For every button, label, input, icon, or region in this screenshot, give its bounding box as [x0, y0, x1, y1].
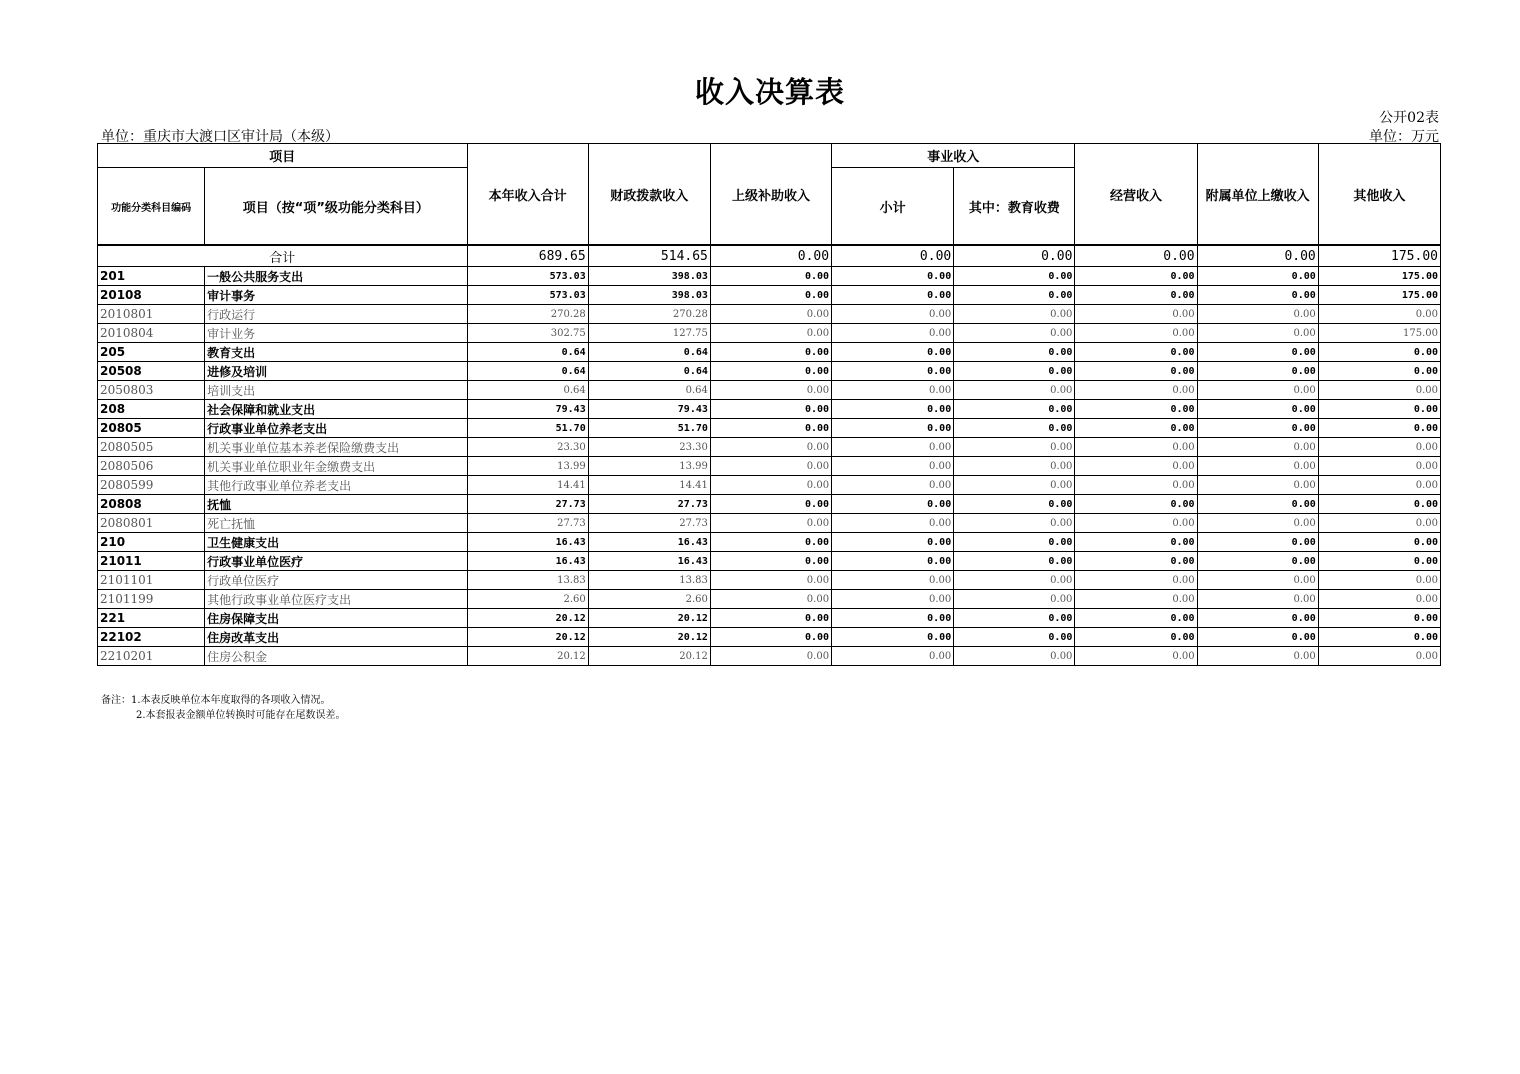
row-value: 175.00	[1318, 324, 1440, 343]
row-value: 0.00	[1318, 495, 1440, 514]
note-1: 备注：1.本表反映单位本年度取得的各项收入情况。	[101, 695, 331, 706]
row-name: 机关事业单位职业年金缴费支出	[205, 457, 467, 476]
row-value: 0.00	[1318, 647, 1440, 666]
row-value: 0.00	[1197, 476, 1318, 495]
row-value: 0.00	[1197, 514, 1318, 533]
row-value: 0.00	[832, 476, 954, 495]
row-code: 210	[98, 533, 205, 552]
row-value: 0.00	[832, 324, 954, 343]
row-code: 2080505	[98, 438, 205, 457]
row-value: 0.00	[954, 438, 1075, 457]
row-value: 0.00	[954, 647, 1075, 666]
header-item: 项目	[98, 144, 468, 168]
row-value: 14.41	[588, 476, 710, 495]
row-value: 0.00	[954, 495, 1075, 514]
row-value: 0.00	[832, 362, 954, 381]
row-value: 0.00	[710, 457, 831, 476]
row-code: 2010804	[98, 324, 205, 343]
row-value: 398.03	[588, 286, 710, 305]
row-value: 0.00	[954, 609, 1075, 628]
row-value: 0.00	[832, 495, 954, 514]
row-value: 0.00	[832, 381, 954, 400]
row-value: 0.00	[954, 552, 1075, 571]
table-row	[98, 305, 1441, 324]
header-other: 其他收入	[1318, 144, 1440, 246]
row-name: 教育支出	[205, 343, 467, 362]
row-name: 其他行政事业单位医疗支出	[205, 590, 467, 609]
table-row	[98, 571, 1441, 590]
row-name: 卫生健康支出	[205, 533, 467, 552]
row-value: 0.00	[710, 362, 831, 381]
row-value: 0.64	[588, 381, 710, 400]
row-value: 302.75	[467, 324, 588, 343]
row-value: 0.00	[954, 533, 1075, 552]
row-value: 127.75	[588, 324, 710, 343]
row-value: 20.12	[467, 609, 588, 628]
row-value: 27.73	[588, 495, 710, 514]
row-value: 0.00	[954, 628, 1075, 647]
row-code: 20108	[98, 286, 205, 305]
row-value: 0.00	[1075, 286, 1197, 305]
row-value: 0.00	[710, 286, 831, 305]
row-code: 2101199	[98, 590, 205, 609]
row-value: 0.64	[467, 343, 588, 362]
row-value: 13.99	[588, 457, 710, 476]
row-value: 0.00	[954, 571, 1075, 590]
row-value: 0.00	[832, 571, 954, 590]
row-value: 0.00	[1075, 305, 1197, 324]
row-value: 0.00	[1075, 381, 1197, 400]
row-value: 0.00	[710, 476, 831, 495]
row-code: 2050803	[98, 381, 205, 400]
row-name: 一般公共服务支出	[205, 267, 467, 286]
row-value: 0.00	[710, 343, 831, 362]
row-code: 2080506	[98, 457, 205, 476]
row-value: 175.00	[1318, 267, 1440, 286]
row-value: 27.73	[467, 514, 588, 533]
row-value: 0.00	[954, 590, 1075, 609]
row-value: 0.00	[710, 495, 831, 514]
row-value: 0.00	[954, 381, 1075, 400]
row-value: 27.73	[588, 514, 710, 533]
unit-money: 单位：万元	[1369, 129, 1439, 145]
header-business: 经营收入	[1075, 144, 1197, 246]
row-value: 0.00	[1197, 419, 1318, 438]
row-value: 0.00	[1197, 305, 1318, 324]
row-value: 0.00	[1075, 571, 1197, 590]
row-value: 0.00	[710, 609, 831, 628]
row-value: 0.00	[1197, 286, 1318, 305]
row-value: 0.00	[1197, 495, 1318, 514]
table-row	[98, 476, 1441, 495]
row-name: 进修及培训	[205, 362, 467, 381]
total-value: 689.65	[467, 245, 588, 267]
row-value: 0.00	[1197, 457, 1318, 476]
row-code: 2010801	[98, 305, 205, 324]
row-value: 0.00	[1197, 571, 1318, 590]
row-value: 2.60	[588, 590, 710, 609]
row-value: 175.00	[1318, 286, 1440, 305]
row-value: 0.00	[1318, 514, 1440, 533]
row-code: 2210201	[98, 647, 205, 666]
row-value: 0.00	[1318, 628, 1440, 647]
row-value: 0.00	[1197, 400, 1318, 419]
row-value: 0.00	[710, 267, 831, 286]
row-value: 16.43	[588, 533, 710, 552]
row-value: 13.83	[467, 571, 588, 590]
row-value: 0.00	[832, 286, 954, 305]
page-title: 收入决算表	[694, 75, 845, 109]
row-value: 0.00	[832, 267, 954, 286]
row-value: 0.00	[954, 362, 1075, 381]
header-total: 本年收入合计	[467, 144, 588, 246]
row-value: 0.00	[832, 609, 954, 628]
table-row	[98, 647, 1441, 666]
table-row	[98, 552, 1441, 571]
row-name: 住房保障支出	[205, 609, 467, 628]
row-value: 13.83	[588, 571, 710, 590]
row-value: 0.00	[1318, 590, 1440, 609]
row-value: 0.00	[1318, 305, 1440, 324]
row-value: 0.00	[1075, 324, 1197, 343]
row-value: 0.00	[954, 343, 1075, 362]
row-value: 0.00	[1197, 647, 1318, 666]
row-code: 221	[98, 609, 205, 628]
row-code: 2080599	[98, 476, 205, 495]
total-value: 175.00	[1318, 245, 1440, 267]
row-value: 0.00	[1197, 533, 1318, 552]
row-value: 0.00	[1318, 457, 1440, 476]
table-row	[98, 514, 1441, 533]
table-row	[98, 438, 1441, 457]
row-name: 培训支出	[205, 381, 467, 400]
row-value: 14.41	[467, 476, 588, 495]
row-value: 0.00	[1197, 362, 1318, 381]
row-value: 0.00	[1197, 324, 1318, 343]
header-fiscal: 财政拨款收入	[588, 144, 710, 246]
row-value: 0.00	[954, 419, 1075, 438]
row-value: 0.00	[832, 628, 954, 647]
total-value: 0.00	[1075, 245, 1197, 267]
row-value: 20.12	[467, 647, 588, 666]
row-value: 20.12	[588, 628, 710, 647]
row-code: 21011	[98, 552, 205, 571]
row-value: 16.43	[467, 533, 588, 552]
row-value: 573.03	[467, 286, 588, 305]
row-value: 0.00	[832, 305, 954, 324]
row-value: 0.00	[1075, 628, 1197, 647]
total-value: 0.00	[1197, 245, 1318, 267]
row-value: 0.00	[1318, 476, 1440, 495]
row-value: 23.30	[588, 438, 710, 457]
row-value: 0.00	[832, 514, 954, 533]
row-value: 0.00	[710, 647, 831, 666]
row-value: 0.00	[1197, 343, 1318, 362]
row-name: 行政单位医疗	[205, 571, 467, 590]
row-value: 0.00	[832, 419, 954, 438]
row-value: 0.00	[954, 457, 1075, 476]
row-value: 0.00	[1318, 343, 1440, 362]
row-value: 0.00	[1197, 552, 1318, 571]
total-row	[98, 245, 1441, 267]
row-value: 0.00	[1318, 438, 1440, 457]
row-value: 0.00	[954, 324, 1075, 343]
row-value: 0.00	[832, 647, 954, 666]
row-value: 0.00	[832, 438, 954, 457]
row-value: 0.00	[954, 400, 1075, 419]
row-name: 社会保障和就业支出	[205, 400, 467, 419]
income-table	[97, 143, 1441, 666]
row-value: 0.64	[588, 343, 710, 362]
row-value: 0.00	[1075, 343, 1197, 362]
header-code: 功能分类科目编码	[98, 168, 205, 246]
row-code: 205	[98, 343, 205, 362]
row-value: 0.00	[1318, 419, 1440, 438]
row-value: 270.28	[588, 305, 710, 324]
row-value: 0.00	[832, 457, 954, 476]
row-value: 0.00	[1075, 647, 1197, 666]
row-value: 0.00	[954, 305, 1075, 324]
row-value: 0.64	[467, 362, 588, 381]
row-value: 0.00	[1075, 495, 1197, 514]
row-value: 0.00	[710, 305, 831, 324]
row-value: 0.00	[710, 533, 831, 552]
table-row	[98, 286, 1441, 305]
form-code: 公开02表	[1379, 110, 1439, 126]
row-code: 22102	[98, 628, 205, 647]
header-undertaking: 事业收入	[832, 144, 1075, 168]
header-edu-fee: 其中：教育收费	[954, 168, 1075, 246]
row-value: 0.00	[710, 552, 831, 571]
row-value: 23.30	[467, 438, 588, 457]
row-value: 0.00	[1197, 609, 1318, 628]
row-value: 0.00	[1075, 419, 1197, 438]
total-value: 0.00	[832, 245, 954, 267]
table-row	[98, 419, 1441, 438]
row-value: 0.00	[710, 381, 831, 400]
total-value: 0.00	[710, 245, 831, 267]
row-value: 0.00	[1075, 438, 1197, 457]
row-value: 0.00	[710, 514, 831, 533]
row-code: 20808	[98, 495, 205, 514]
row-value: 51.70	[467, 419, 588, 438]
row-value: 0.00	[1197, 267, 1318, 286]
row-value: 573.03	[467, 267, 588, 286]
row-name: 死亡抚恤	[205, 514, 467, 533]
row-name: 其他行政事业单位养老支出	[205, 476, 467, 495]
row-value: 51.70	[588, 419, 710, 438]
row-name: 住房公积金	[205, 647, 467, 666]
row-value: 0.00	[832, 400, 954, 419]
row-code: 2101101	[98, 571, 205, 590]
table-row	[98, 381, 1441, 400]
row-value: 0.00	[832, 552, 954, 571]
row-code: 20805	[98, 419, 205, 438]
row-value: 0.00	[1318, 552, 1440, 571]
row-value: 79.43	[588, 400, 710, 419]
row-value: 20.12	[588, 609, 710, 628]
row-value: 0.00	[954, 476, 1075, 495]
row-value: 0.00	[1318, 400, 1440, 419]
total-label: 合计	[98, 245, 468, 267]
row-value: 398.03	[588, 267, 710, 286]
row-value: 0.00	[1075, 514, 1197, 533]
row-name: 审计事务	[205, 286, 467, 305]
table-row	[98, 362, 1441, 381]
row-value: 0.00	[954, 514, 1075, 533]
row-value: 27.73	[467, 495, 588, 514]
row-value: 0.00	[710, 438, 831, 457]
row-value: 0.00	[1075, 609, 1197, 628]
table-row	[98, 609, 1441, 628]
row-value: 0.00	[1075, 267, 1197, 286]
row-value: 0.00	[1318, 381, 1440, 400]
row-value: 20.12	[588, 647, 710, 666]
row-value: 0.00	[1075, 400, 1197, 419]
row-value: 16.43	[588, 552, 710, 571]
row-value: 0.00	[710, 419, 831, 438]
row-value: 0.00	[1075, 362, 1197, 381]
row-value: 0.00	[1197, 438, 1318, 457]
header-affiliated: 附属单位上缴收入	[1197, 144, 1318, 246]
row-value: 270.28	[467, 305, 588, 324]
table-row	[98, 533, 1441, 552]
row-code: 201	[98, 267, 205, 286]
header-subsidy: 上级补助收入	[710, 144, 831, 246]
row-value: 0.00	[1197, 628, 1318, 647]
row-value: 0.00	[832, 343, 954, 362]
row-code: 2080801	[98, 514, 205, 533]
row-name: 行政事业单位医疗	[205, 552, 467, 571]
row-name: 机关事业单位基本养老保险缴费支出	[205, 438, 467, 457]
row-name: 住房改革支出	[205, 628, 467, 647]
table-row	[98, 495, 1441, 514]
row-name: 行政运行	[205, 305, 467, 324]
row-value: 0.00	[832, 590, 954, 609]
row-value: 0.00	[1197, 381, 1318, 400]
row-value: 2.60	[467, 590, 588, 609]
row-value: 0.64	[467, 381, 588, 400]
row-value: 0.00	[1075, 476, 1197, 495]
row-value: 0.00	[1075, 457, 1197, 476]
row-value: 0.00	[710, 400, 831, 419]
header-subtotal: 小计	[832, 168, 954, 246]
row-value: 0.00	[1318, 571, 1440, 590]
row-value: 0.64	[588, 362, 710, 381]
row-value: 13.99	[467, 457, 588, 476]
row-value: 0.00	[832, 533, 954, 552]
row-name: 审计业务	[205, 324, 467, 343]
row-value: 0.00	[1075, 590, 1197, 609]
row-value: 0.00	[710, 324, 831, 343]
row-value: 20.12	[467, 628, 588, 647]
row-value: 16.43	[467, 552, 588, 571]
row-value: 0.00	[954, 286, 1075, 305]
row-value: 0.00	[710, 571, 831, 590]
row-value: 0.00	[1318, 362, 1440, 381]
row-value: 79.43	[467, 400, 588, 419]
table-row	[98, 457, 1441, 476]
row-value: 0.00	[954, 267, 1075, 286]
table-row	[98, 343, 1441, 362]
row-name: 行政事业单位养老支出	[205, 419, 467, 438]
table-row	[98, 267, 1441, 286]
table-body	[98, 245, 1441, 666]
note-2: 2.本套报表金额单位转换时可能存在尾数误差。	[136, 710, 346, 721]
row-code: 20508	[98, 362, 205, 381]
total-value: 514.65	[588, 245, 710, 267]
total-value: 0.00	[954, 245, 1075, 267]
row-value: 0.00	[1318, 609, 1440, 628]
notes	[101, 693, 346, 723]
row-code: 208	[98, 400, 205, 419]
row-value: 0.00	[1318, 533, 1440, 552]
table-row	[98, 590, 1441, 609]
table-row	[98, 628, 1441, 647]
header-name: 项目（按“项”级功能分类科目）	[205, 168, 467, 246]
row-name: 抚恤	[205, 495, 467, 514]
row-value: 0.00	[1075, 533, 1197, 552]
row-value: 0.00	[1197, 590, 1318, 609]
table-row	[98, 324, 1441, 343]
table-row	[98, 400, 1441, 419]
row-value: 0.00	[1075, 552, 1197, 571]
row-value: 0.00	[710, 628, 831, 647]
unit-organization: 单位：重庆市大渡口区审计局（本级）	[101, 129, 339, 145]
row-value: 0.00	[710, 590, 831, 609]
